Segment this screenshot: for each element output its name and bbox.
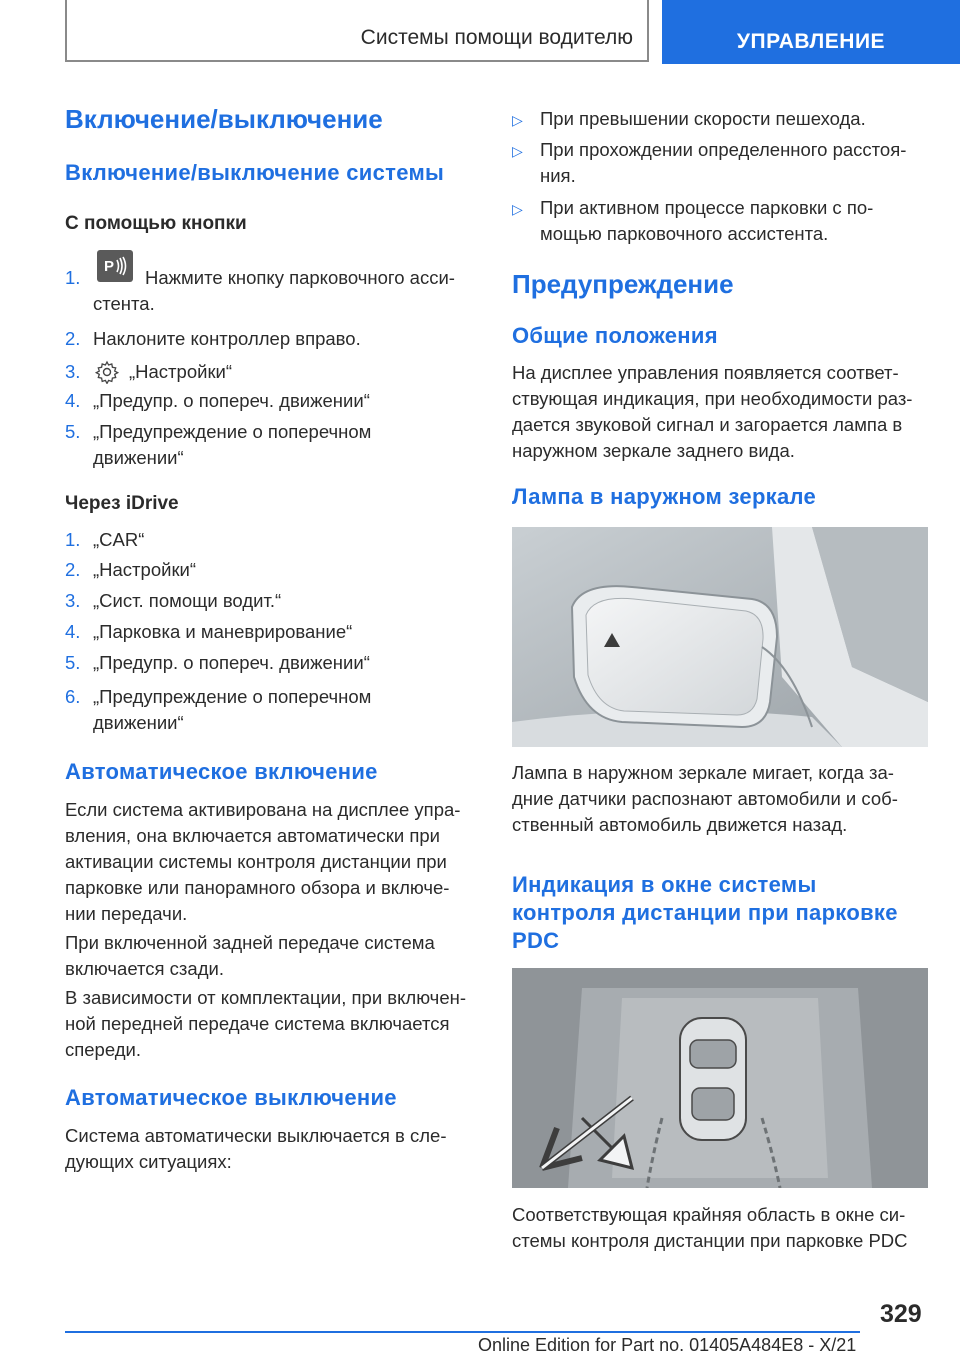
paragraph-line: вления, она включается автоматически при — [65, 825, 440, 846]
step-text: „Парковка и маневрирование“ — [93, 621, 353, 642]
paragraph-line: дующих ситуациях: — [65, 1151, 232, 1172]
header-section-label: Системы помощи водителю — [360, 26, 633, 49]
heading-auto-on: Автоматическое включение — [65, 759, 378, 784]
step-text: „CAR“ — [93, 529, 145, 550]
paragraph-line: дается звуковой сигнал и загорается лампа в — [512, 414, 903, 435]
heading-via-idrive: Через iDrive — [65, 493, 179, 514]
step-number: 2. — [65, 559, 81, 580]
step-text: „Предупр. о попереч. движении“ — [93, 390, 370, 411]
step-number: 6. — [65, 686, 81, 707]
footer-edition: Online Edition for Part no. 01405A484E8 - X/21 — [478, 1335, 857, 1355]
step-number: 2. — [65, 328, 81, 349]
bullet-triangle-icon: ▷ — [512, 112, 523, 128]
step-text: движении“ — [93, 712, 184, 733]
step-text: стента. — [93, 293, 155, 314]
caption-line: Лампа в наружном зеркале мигает, когда за- — [512, 762, 894, 783]
step-text: „Предупреждение о поперечном — [93, 421, 372, 442]
heading-mirror-lamp: Лампа в наружном зеркале — [512, 484, 817, 509]
gear-icon — [95, 360, 119, 389]
paragraph-line: парковке или панорамного обзора и включе- — [65, 877, 450, 898]
step-text: движении“ — [93, 447, 184, 468]
paragraph-line: спереди. — [65, 1039, 141, 1060]
bullet-text: ния. — [540, 165, 576, 186]
footer-divider — [65, 1331, 860, 1333]
step-text: „Настройки“ — [93, 559, 197, 580]
caption-line: Соответствующая крайняя область в окне си- — [512, 1204, 906, 1225]
caption-line: ственный автомобиль движется назад. — [512, 814, 848, 835]
step-text: Наклоните контроллер вправо. — [93, 328, 361, 349]
header-chapter — [662, 0, 960, 64]
paragraph-line: На дисплее управления появляется соответ- — [512, 362, 899, 383]
header-chapter-label: УПРАВЛЕНИЕ — [736, 30, 886, 53]
step-number: 4. — [65, 621, 81, 642]
bullet-text: мощью парковочного ассистента. — [540, 223, 829, 244]
heading-general: Общие положения — [512, 323, 718, 348]
heading-pdc-line3: PDC — [512, 928, 560, 953]
heading-system-on-off: Включение/выключение системы — [65, 160, 445, 185]
step-number: 3. — [65, 590, 81, 611]
paragraph-line: ствующая индикация, при необходимости раз- — [512, 388, 913, 409]
heading-on-off: Включение/выключение — [65, 104, 383, 134]
park-assist-button-icon — [97, 250, 133, 282]
paragraph-line: Система автоматически выключается в сле- — [65, 1125, 447, 1146]
heading-pdc-line1: Индикация в окне системы — [512, 872, 817, 897]
paragraph-line: Если система активирована на дисплее упра- — [65, 799, 461, 820]
heading-via-button: С помощью кнопки — [65, 213, 247, 234]
step-number: 5. — [65, 652, 81, 673]
paragraph-line: включается сзади. — [65, 958, 224, 979]
caption-line: стемы контроля дистанции при парковке PDC — [512, 1230, 908, 1251]
paragraph-line: нии передачи. — [65, 903, 188, 924]
paragraph-line: При включенной задней передаче система — [65, 932, 435, 953]
page-number: 329 — [880, 1300, 922, 1328]
bullet-text: При активном процессе парковки с по- — [540, 197, 874, 218]
pdc-display-illustration — [512, 968, 928, 1188]
step-number: 3. — [65, 361, 81, 382]
bullet-text: При прохождении определенного расстоя- — [540, 139, 907, 160]
mirror-lamp-illustration — [512, 527, 928, 747]
paragraph-line: активации системы контроля дистанции при — [65, 851, 447, 872]
step-text: „Сист. помощи водит.“ — [93, 590, 282, 611]
step-text: „Предупреждение о поперечном — [93, 686, 372, 707]
heading-auto-off: Автоматическое выключение — [65, 1085, 397, 1110]
step-number: 1. — [65, 529, 81, 550]
paragraph-line: наружном зеркале заднего вида. — [512, 440, 795, 461]
step-text: „Настройки“ — [129, 361, 233, 382]
paragraph-line: ной передней передаче система включается — [65, 1013, 450, 1034]
header-section — [65, 0, 649, 62]
bullet-text: При превышении скорости пешехода. — [540, 108, 866, 129]
step-number: 1. — [65, 267, 81, 288]
caption-line: дние датчики распознают автомобили и соб- — [512, 788, 898, 809]
step-number: 4. — [65, 390, 81, 411]
heading-pdc-line2: контроля дистанции при парковке — [512, 900, 898, 925]
bullet-triangle-icon: ▷ — [512, 143, 523, 159]
heading-warning: Предупреждение — [512, 269, 734, 299]
svg-text:P: P — [104, 258, 115, 275]
paragraph-line: В зависимости от комплектации, при включен- — [65, 987, 466, 1008]
step-text: „Предупр. о попереч. движении“ — [93, 652, 370, 673]
step-number: 5. — [65, 421, 81, 442]
step-text: Нажмите кнопку парковочного асси- — [145, 267, 455, 288]
bullet-triangle-icon: ▷ — [512, 201, 523, 217]
